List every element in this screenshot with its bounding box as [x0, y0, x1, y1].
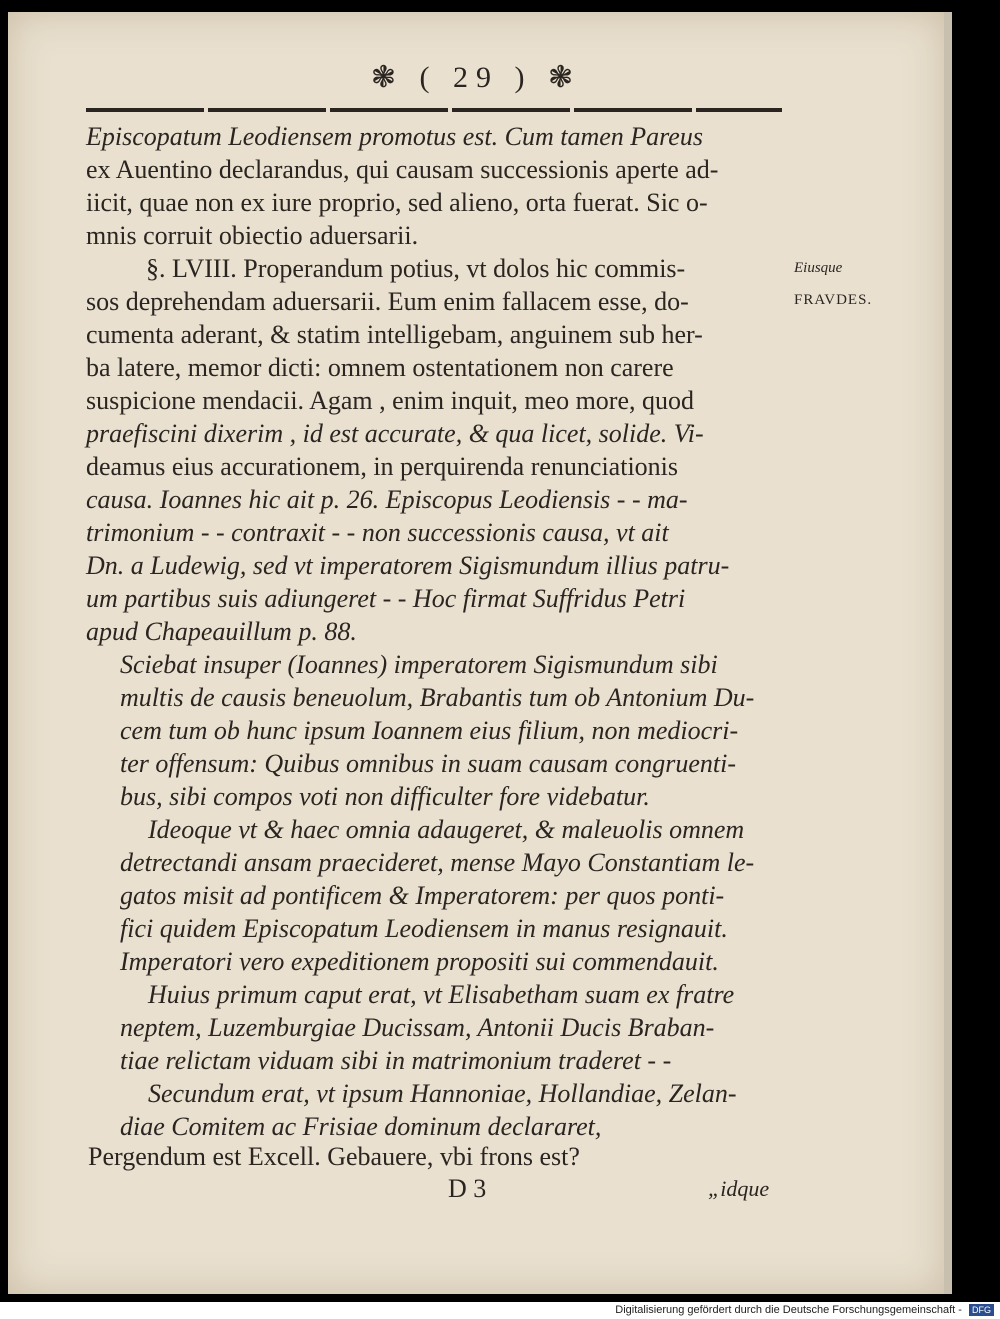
text-line: um partibus suis adiungeret - - Hoc firmat Suffridus Petri	[86, 584, 686, 613]
text-line: suspicione mendacii. Agam , enim inquit, meo more, quod	[86, 386, 695, 415]
signature-mark: D 3	[448, 1174, 487, 1203]
text-line: Pergendum est Excell. Gebauere, vbi frons est?	[88, 1142, 580, 1171]
text-line: §. LVIII. Properandum potius, vt dolos hic commis-	[146, 254, 686, 283]
text-line: detrectandi ansam praecideret, mense Mayo Constantiam le-	[120, 848, 755, 877]
text-line: fici quidem Episcopatum Leodiensem in manus resignauit.	[120, 914, 728, 943]
text-line: causa. Ioannes hic ait p. 26. Episcopus Leodiensis - - ma-	[86, 485, 688, 514]
catchword: „idque	[708, 1176, 770, 1201]
digitization-footer	[0, 1302, 1000, 1319]
text-line: bus, sibi compos voti non difficulter fore videbatur.	[120, 782, 650, 811]
text-line: apud Chapeauillum p. 88.	[86, 617, 357, 646]
text-line: neptem, Luzemburgiae Ducissam, Antonii Ducis Braban-	[120, 1013, 715, 1042]
left-ornament-icon: ❃	[370, 61, 404, 94]
right-ornament-icon: ❃	[547, 61, 582, 94]
text-line: praefiscini dixerim , id est accurate, & qua licet, solide. Vi-	[86, 419, 704, 448]
margin-note: FRAVDES.	[794, 292, 873, 308]
text-line: multis de causis beneuolum, Brabantis tum ob Antonium Du-	[120, 683, 755, 712]
text-line: gatos misit ad pontificem & Imperatorem: per quos ponti-	[120, 881, 725, 910]
text-line: sos deprehendam aduersarii. Eum enim fallacem esse, do-	[86, 287, 689, 316]
margin-note: Eiusque	[794, 260, 843, 276]
text-line: Episcopatum Leodiensem promotus est. Cum tamen Pareus	[86, 122, 703, 151]
text-line: Secundum erat, vt ipsum Hannoniae, Hollandiae, Zelan-	[148, 1079, 737, 1108]
text-line: ba latere, memor dicti: omnem ostentationem non carere	[86, 353, 674, 382]
text-line: Sciebat insuper (Ioannes) imperatorem Sigismundum sibi	[120, 650, 718, 679]
text-line: ter offensum: Quibus omnibus in suam causam congruenti-	[120, 749, 737, 778]
dfg-logo-icon: DFG	[969, 1304, 994, 1316]
text-line: tiae relictam viduam sibi in matrimonium traderet - -	[120, 1046, 672, 1075]
text-line: Dn. a Ludewig, sed vt imperatorem Sigismundum illius patru-	[86, 551, 730, 580]
header-rule	[86, 108, 782, 112]
text-line: Huius primum caput erat, vt Elisabetham suam ex fratre	[148, 980, 735, 1009]
document-page	[8, 12, 944, 1294]
text-line: diae Comitem ac Frisiae dominum declararet,	[120, 1112, 602, 1141]
text-line: mnis corruit obiectio aduersarii.	[86, 221, 419, 250]
text-line: cumenta aderant, & statim intelligebam, anguinem sub her-	[86, 320, 703, 349]
text-line: Imperatori vero expeditionem propositi sui commendauit.	[120, 947, 719, 976]
text-line: ex Auentino declarandus, qui causam successionis aperte ad-	[86, 155, 719, 184]
footer-text: Digitalisierung gefördert durch die Deutsche Forschungsgemeinschaft -	[615, 1304, 962, 1316]
text-line: deamus eius accurationem, in perquirenda renunciationis	[86, 452, 679, 481]
page-header	[8, 60, 944, 95]
text-line: trimonium - - contraxit - - non successionis causa, vt ait	[86, 518, 669, 547]
page-edge	[944, 12, 952, 1294]
text-line: Ideoque vt & haec omnia adaugeret, & maleuolis omnem	[148, 815, 745, 844]
text-line: iicit, quae non ex iure proprio, sed alieno, orta fuerat. Sic o-	[86, 188, 708, 217]
text-line: cem tum ob hunc ipsum Ioannem eius filium, non mediocri-	[120, 716, 739, 745]
page-number: ( 29 )	[419, 61, 533, 94]
